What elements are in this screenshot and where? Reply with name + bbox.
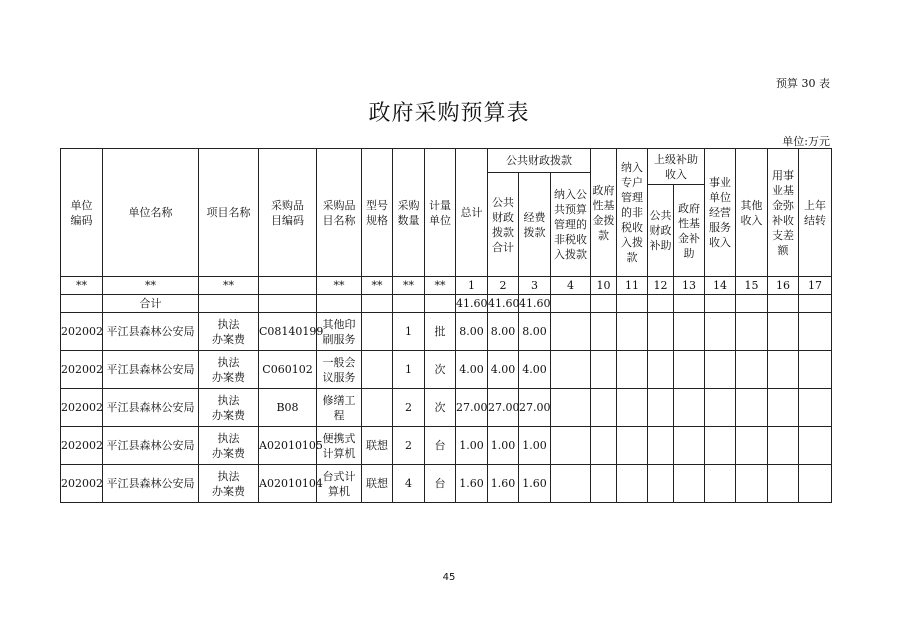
column-index-cell: **	[199, 277, 259, 295]
header-quantity: 采购 数量	[393, 149, 425, 277]
column-index-cell: 1	[456, 277, 488, 295]
cell-unit-name: 平江县森林公安局	[103, 427, 199, 465]
header-non-tax-in-budget: 纳入公 共预算 管理的 非税收 入拨款	[551, 173, 591, 277]
empty-cell	[799, 313, 832, 351]
empty-cell	[799, 427, 832, 465]
column-index-cell: 11	[617, 277, 648, 295]
cell-project-name: 执法 办案费	[199, 389, 259, 427]
empty-cell	[674, 313, 705, 351]
empty-cell	[736, 313, 768, 351]
empty-cell	[736, 351, 768, 389]
header-reserve-fund: 用事 业基 金弥 补收 支差 额	[768, 149, 799, 277]
empty-cell	[617, 427, 648, 465]
total-label: 合计	[103, 295, 199, 313]
empty-cell	[674, 465, 705, 503]
header-item-name: 采购品 目名称	[317, 149, 362, 277]
cell-model	[362, 313, 393, 351]
cell-project-name: 执法 办案费	[199, 465, 259, 503]
empty-cell	[591, 427, 617, 465]
header-public-finance-group: 公共财政拨款	[488, 149, 591, 173]
empty-cell	[799, 465, 832, 503]
column-index-cell: **	[317, 277, 362, 295]
empty-cell	[736, 465, 768, 503]
cell-measure-unit: 批	[425, 313, 456, 351]
empty-cell	[705, 313, 736, 351]
column-index-cell: 3	[519, 277, 551, 295]
total-operating-funds: 41.60	[519, 295, 551, 313]
empty-cell	[648, 427, 674, 465]
cell-operating-funds: 1.60	[519, 465, 551, 503]
column-index-cell: **	[425, 277, 456, 295]
column-index-cell: 4	[551, 277, 591, 295]
column-index-cell: 12	[648, 277, 674, 295]
cell-quantity: 1	[393, 351, 425, 389]
cell-measure-unit: 次	[425, 389, 456, 427]
column-index-cell: **	[393, 277, 425, 295]
cell-public-finance-total: 1.60	[488, 465, 519, 503]
empty-cell	[736, 389, 768, 427]
column-index-cell: 16	[768, 277, 799, 295]
column-index-cell: 10	[591, 277, 617, 295]
empty-cell	[591, 465, 617, 503]
empty-cell	[591, 313, 617, 351]
empty-cell	[591, 351, 617, 389]
cell-measure-unit: 台	[425, 465, 456, 503]
cell-measure-unit: 次	[425, 351, 456, 389]
header-model: 型号 规格	[362, 149, 393, 277]
cell-unit-code: 202002	[61, 389, 103, 427]
empty-cell	[736, 427, 768, 465]
empty-cell	[674, 351, 705, 389]
cell-quantity: 2	[393, 427, 425, 465]
empty-cell	[705, 427, 736, 465]
empty-cell	[617, 465, 648, 503]
header-unit-code: 单位 编码	[61, 149, 103, 277]
empty-cell	[551, 465, 591, 503]
empty-cell	[768, 351, 799, 389]
cell-item-code: C08140199	[259, 313, 317, 351]
cell-unit-name: 平江县森林公安局	[103, 313, 199, 351]
empty-cell	[768, 313, 799, 351]
cell-total: 4.00	[456, 351, 488, 389]
empty-cell	[799, 351, 832, 389]
cell-model: 联想	[362, 465, 393, 503]
cell-unit-code: 202002	[61, 313, 103, 351]
form-number: 预算 30 表	[776, 77, 830, 90]
cell-operating-funds: 1.00	[519, 427, 551, 465]
header-carryover: 上年 结转	[799, 149, 832, 277]
empty-cell	[648, 351, 674, 389]
header-operating-funds: 经费 拨款	[519, 173, 551, 277]
procurement-table	[60, 148, 832, 503]
table-row	[61, 427, 832, 465]
header-measure-unit: 计量 单位	[425, 149, 456, 277]
cell-item-code: B08	[259, 389, 317, 427]
cell-operating-funds: 8.00	[519, 313, 551, 351]
empty-cell	[648, 313, 674, 351]
cell-total: 8.00	[456, 313, 488, 351]
column-index-cell	[259, 277, 317, 295]
table-row	[61, 389, 832, 427]
empty-cell	[551, 351, 591, 389]
cell-project-name: 执法 办案费	[199, 427, 259, 465]
empty-cell	[799, 389, 832, 427]
column-index-cell: **	[103, 277, 199, 295]
unit-label: 单位:万元	[782, 135, 830, 148]
cell-quantity: 4	[393, 465, 425, 503]
empty-cell	[674, 389, 705, 427]
cell-quantity: 1	[393, 313, 425, 351]
empty-cell	[768, 389, 799, 427]
empty-cell	[617, 313, 648, 351]
column-index-cell: **	[61, 277, 103, 295]
column-index-cell: 2	[488, 277, 519, 295]
header-superior-subsidy-group: 上级补助 收入	[648, 149, 705, 185]
cell-public-finance-total: 8.00	[488, 313, 519, 351]
cell-model	[362, 351, 393, 389]
header-gov-fund: 政府 性基 金拨 款	[591, 149, 617, 277]
cell-item-code: C060102	[259, 351, 317, 389]
page-title: 政府采购预算表	[368, 101, 530, 126]
table-row	[61, 313, 832, 351]
empty-cell	[648, 389, 674, 427]
empty-cell	[591, 389, 617, 427]
cell-unit-name: 平江县森林公安局	[103, 351, 199, 389]
empty-cell	[768, 427, 799, 465]
header-business-income: 事业 单位 经营 服务 收入	[705, 149, 736, 277]
cell-unit-code: 202002	[61, 427, 103, 465]
cell-item-name: 其他印 刷服务	[317, 313, 362, 351]
cell-unit-code: 202002	[61, 465, 103, 503]
cell-item-name: 便携式 计算机	[317, 427, 362, 465]
table-row	[61, 351, 832, 389]
header-unit-name: 单位名称	[103, 149, 199, 277]
cell-operating-funds: 27.00	[519, 389, 551, 427]
total-row	[61, 295, 832, 313]
cell-item-code: A02010104	[259, 465, 317, 503]
total-amount: 41.60	[456, 295, 488, 313]
column-index-cell: 15	[736, 277, 768, 295]
page-number: 45	[442, 572, 456, 583]
empty-cell	[648, 465, 674, 503]
cell-item-name: 一般会 议服务	[317, 351, 362, 389]
header-other-income: 其他 收入	[736, 149, 768, 277]
empty-cell	[705, 465, 736, 503]
table-row	[61, 465, 832, 503]
cell-unit-name: 平江县森林公安局	[103, 465, 199, 503]
column-index-row	[61, 277, 832, 295]
empty-cell	[705, 389, 736, 427]
empty-cell	[705, 351, 736, 389]
empty-cell	[768, 465, 799, 503]
cell-item-name: 台式计 算机	[317, 465, 362, 503]
cell-unit-code: 202002	[61, 351, 103, 389]
header-public-finance-total: 公共 财政 拨款 合计	[488, 173, 519, 277]
column-index-cell: 14	[705, 277, 736, 295]
header-special-non-tax: 纳入 专户 管理 的非 税收 入拨 款	[617, 149, 648, 277]
header-project-name: 项目名称	[199, 149, 259, 277]
column-index-cell: 13	[674, 277, 705, 295]
cell-total: 1.00	[456, 427, 488, 465]
cell-public-finance-total: 4.00	[488, 351, 519, 389]
cell-measure-unit: 台	[425, 427, 456, 465]
column-index-cell: 17	[799, 277, 832, 295]
cell-total: 27.00	[456, 389, 488, 427]
empty-cell	[617, 389, 648, 427]
cell-public-finance-total: 1.00	[488, 427, 519, 465]
column-index-cell: **	[362, 277, 393, 295]
cell-operating-funds: 4.00	[519, 351, 551, 389]
header-item-code: 采购品 目编码	[259, 149, 317, 277]
cell-model: 联想	[362, 427, 393, 465]
cell-quantity: 2	[393, 389, 425, 427]
empty-cell	[617, 351, 648, 389]
header-public-finance-subsidy: 公共 财政 补助	[648, 185, 674, 277]
header-gov-fund-subsidy: 政府 性基 金补 助	[674, 185, 705, 277]
cell-model	[362, 389, 393, 427]
cell-item-name: 修缮工 程	[317, 389, 362, 427]
cell-public-finance-total: 27.00	[488, 389, 519, 427]
cell-total: 1.60	[456, 465, 488, 503]
cell-project-name: 执法 办案费	[199, 313, 259, 351]
empty-cell	[551, 313, 591, 351]
empty-cell	[551, 389, 591, 427]
empty-cell	[674, 427, 705, 465]
cell-project-name: 执法 办案费	[199, 351, 259, 389]
total-public-finance: 41.60	[488, 295, 519, 313]
total-unit-code-cell	[61, 295, 103, 313]
cell-item-code: A02010105	[259, 427, 317, 465]
header-total: 总计	[456, 149, 488, 277]
cell-unit-name: 平江县森林公安局	[103, 389, 199, 427]
empty-cell	[551, 427, 591, 465]
